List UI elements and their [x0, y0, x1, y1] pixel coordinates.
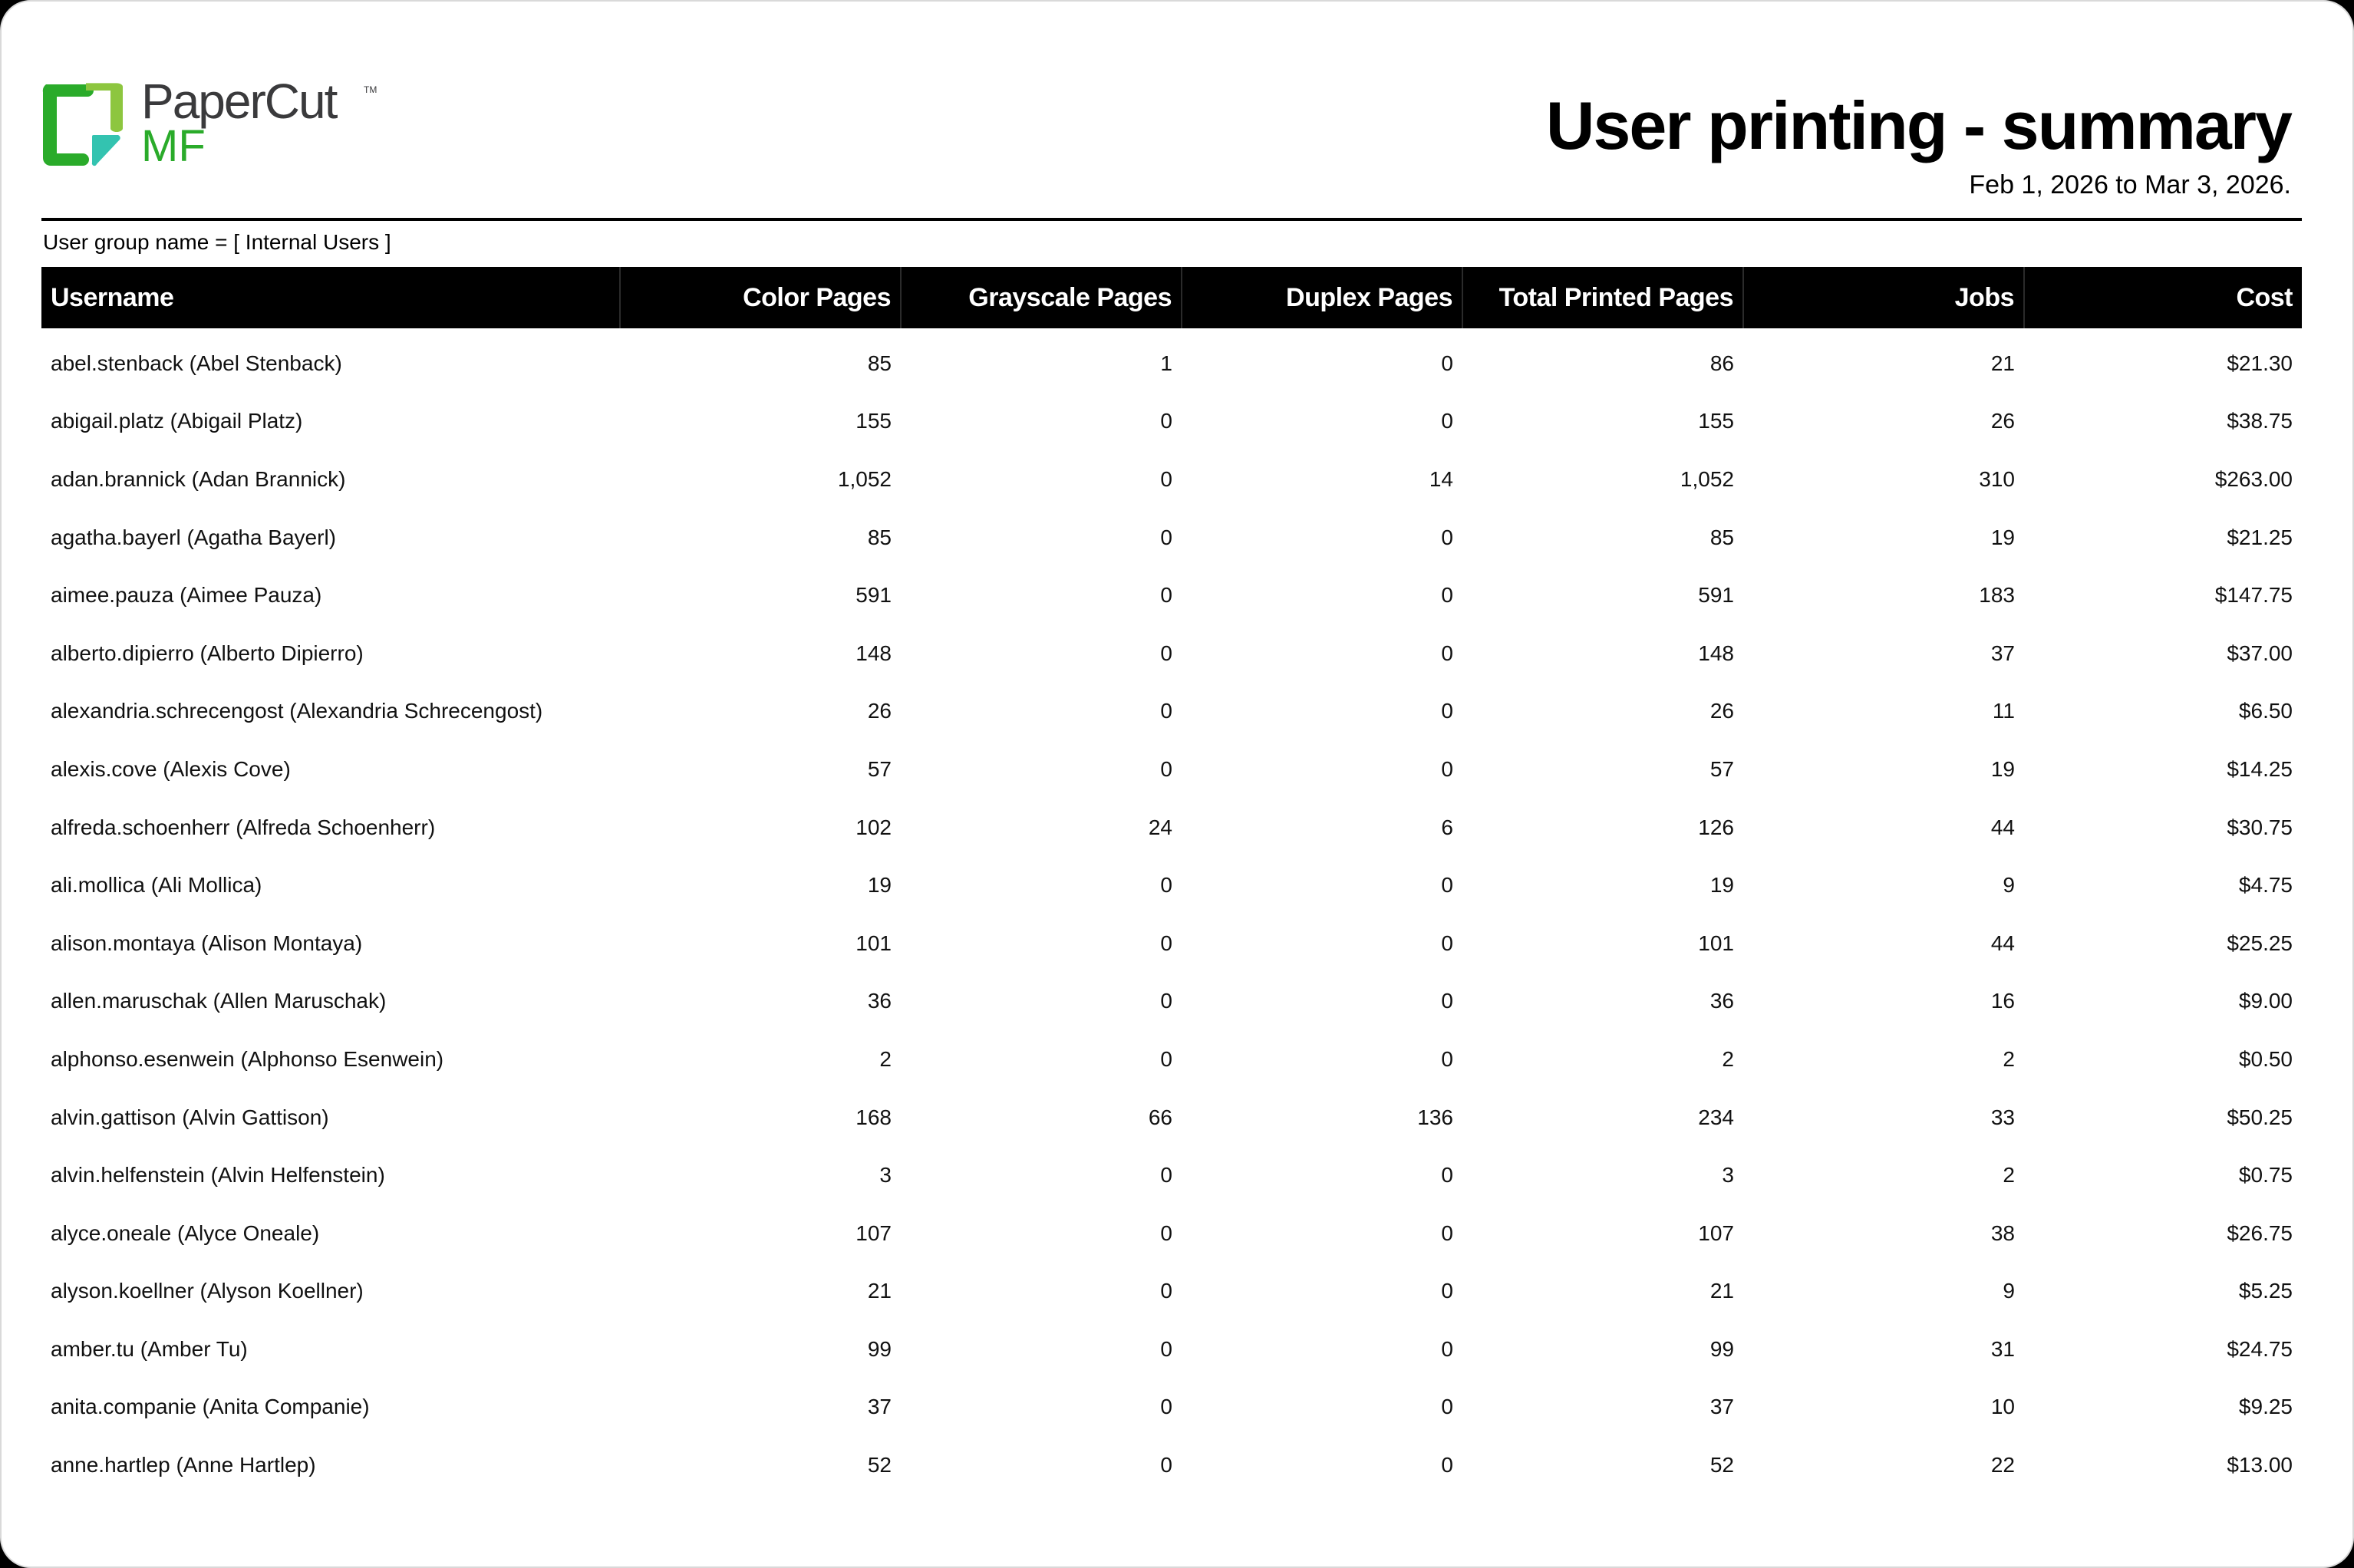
cell-grayscale-pages: 0: [1160, 873, 1172, 898]
cell-color-pages: 591: [856, 583, 892, 608]
papercut-logo: [40, 74, 377, 173]
cell-color-pages: 85: [867, 525, 892, 549]
cell-duplex-pages: 0: [1441, 1453, 1453, 1477]
papercut-logo-icon: [40, 81, 127, 169]
cell-username: abigail.platz (Abigail Platz): [51, 409, 303, 433]
cell-color-pages: 85: [867, 351, 892, 375]
cell-jobs: 2: [2003, 1046, 2015, 1071]
cell-jobs: 38: [1990, 1220, 2015, 1245]
table-row: [41, 328, 2302, 393]
cell-color-pages: 101: [856, 931, 892, 955]
cell-username: allen.maruschak (Allen Maruschak): [51, 989, 387, 1013]
cell-grayscale-pages: 0: [1160, 1336, 1172, 1361]
cell-total-printed-pages: 3: [1722, 1163, 1734, 1188]
cell-grayscale-pages: 0: [1160, 1279, 1172, 1303]
logo-trademark: TM: [364, 84, 377, 95]
cell-jobs: 10: [1990, 1395, 2015, 1419]
table-row: [41, 1436, 2302, 1494]
cell-total-printed-pages: 26: [1709, 699, 1734, 723]
column-header-username: Username: [41, 267, 620, 328]
cell-cost: $263.00: [2214, 466, 2293, 491]
report-title: User printing - summary: [1545, 87, 2291, 163]
cell-duplex-pages: 0: [1441, 989, 1453, 1013]
cell-username: aimee.pauza (Aimee Pauza): [51, 583, 322, 608]
cell-total-printed-pages: 591: [1698, 583, 1734, 608]
cell-color-pages: 26: [867, 699, 892, 723]
column-header-color-pages: Color Pages: [620, 267, 901, 328]
table-body: [41, 328, 2302, 1494]
cell-grayscale-pages: 0: [1160, 466, 1172, 491]
cell-jobs: 9: [2003, 873, 2015, 898]
report-date-range: Feb 1, 2026 to Mar 3, 2026.: [1969, 170, 2291, 199]
filter-description: User group name = [ Internal Users ]: [43, 230, 391, 254]
cell-duplex-pages: 0: [1441, 525, 1453, 549]
cell-color-pages: 2: [879, 1046, 892, 1071]
cell-total-printed-pages: 2: [1722, 1046, 1734, 1071]
cell-jobs: 19: [1990, 756, 2015, 781]
cell-total-printed-pages: 37: [1709, 1395, 1734, 1419]
cell-duplex-pages: 0: [1441, 409, 1453, 433]
cell-cost: $30.75: [2227, 815, 2293, 839]
cell-cost: $21.25: [2227, 525, 2293, 549]
cell-cost: $38.75: [2227, 409, 2293, 433]
cell-duplex-pages: 0: [1441, 583, 1453, 608]
table-row: [41, 1263, 2302, 1321]
cell-cost: $14.25: [2227, 756, 2293, 781]
cell-grayscale-pages: 0: [1160, 1395, 1172, 1419]
logo-product: MF: [141, 121, 206, 171]
cell-grayscale-pages: 0: [1160, 699, 1172, 723]
cell-cost: $147.75: [2214, 583, 2293, 608]
cell-grayscale-pages: 0: [1160, 756, 1172, 781]
cell-total-printed-pages: 99: [1709, 1336, 1734, 1361]
cell-username: adan.brannick (Adan Brannick): [51, 466, 346, 491]
column-header-total-printed-pages: Total Printed Pages: [1462, 267, 1743, 328]
cell-duplex-pages: 0: [1441, 931, 1453, 955]
cell-duplex-pages: 0: [1441, 351, 1453, 375]
cell-duplex-pages: 0: [1441, 699, 1453, 723]
cell-grayscale-pages: 0: [1160, 1046, 1172, 1071]
cell-color-pages: 102: [856, 815, 892, 839]
cell-grayscale-pages: 1: [1160, 351, 1172, 375]
cell-jobs: 21: [1990, 351, 2015, 375]
cell-cost: $9.00: [2238, 989, 2293, 1013]
cell-cost: $21.30: [2227, 351, 2293, 375]
cell-duplex-pages: 136: [1417, 1105, 1453, 1129]
cell-duplex-pages: 0: [1441, 1220, 1453, 1245]
cell-grayscale-pages: 0: [1160, 989, 1172, 1013]
cell-total-printed-pages: 57: [1709, 756, 1734, 781]
cell-username: alvin.helfenstein (Alvin Helfenstein): [51, 1163, 385, 1188]
cell-duplex-pages: 0: [1441, 873, 1453, 898]
cell-jobs: 9: [2003, 1279, 2015, 1303]
table-row: [41, 1089, 2302, 1147]
cell-color-pages: 155: [856, 409, 892, 433]
table-row: [41, 1146, 2302, 1204]
table-row: [41, 1030, 2302, 1089]
cell-grayscale-pages: 0: [1160, 409, 1172, 433]
cell-total-printed-pages: 148: [1698, 641, 1734, 665]
table-row: [41, 683, 2302, 741]
cell-grayscale-pages: 0: [1160, 583, 1172, 608]
cell-total-printed-pages: 52: [1709, 1453, 1734, 1477]
cell-grayscale-pages: 24: [1148, 815, 1172, 839]
cell-duplex-pages: 0: [1441, 756, 1453, 781]
cell-total-printed-pages: 36: [1709, 989, 1734, 1013]
header-divider: [41, 218, 2302, 221]
cell-username: alberto.dipierro (Alberto Dipierro): [51, 641, 364, 665]
table-row: [41, 914, 2302, 973]
cell-cost: $4.75: [2238, 873, 2293, 898]
cell-username: agatha.bayerl (Agatha Bayerl): [51, 525, 336, 549]
cell-username: amber.tu (Amber Tu): [51, 1336, 248, 1361]
cell-total-printed-pages: 85: [1709, 525, 1734, 549]
cell-grayscale-pages: 0: [1160, 525, 1172, 549]
cell-duplex-pages: 0: [1441, 1163, 1453, 1188]
cell-color-pages: 3: [879, 1163, 892, 1188]
table-row: [41, 509, 2302, 567]
cell-grayscale-pages: 0: [1160, 1220, 1172, 1245]
cell-color-pages: 99: [867, 1336, 892, 1361]
cell-total-printed-pages: 19: [1709, 873, 1734, 898]
cell-color-pages: 57: [867, 756, 892, 781]
cell-jobs: 26: [1990, 409, 2015, 433]
cell-username: ali.mollica (Ali Mollica): [51, 873, 262, 898]
cell-jobs: 2: [2003, 1163, 2015, 1188]
table-row: [41, 1379, 2302, 1437]
cell-username: alfreda.schoenherr (Alfreda Schoenherr): [51, 815, 436, 839]
cell-cost: $50.25: [2227, 1105, 2293, 1129]
logo-wordmark: PaperCut: [141, 74, 337, 129]
cell-color-pages: 148: [856, 641, 892, 665]
cell-total-printed-pages: 21: [1709, 1279, 1734, 1303]
cell-username: anne.hartlep (Anne Hartlep): [51, 1453, 316, 1477]
cell-jobs: 22: [1990, 1453, 2015, 1477]
table-row: [41, 856, 2302, 914]
cell-duplex-pages: 0: [1441, 1046, 1453, 1071]
cell-jobs: 44: [1990, 815, 2015, 839]
cell-username: alexandria.schrecengost (Alexandria Schrecengost): [51, 699, 543, 723]
cell-color-pages: 21: [867, 1279, 892, 1303]
table-header-row: [41, 267, 2302, 328]
cell-cost: $0.50: [2238, 1046, 2293, 1071]
cell-username: alphonso.esenwein (Alphonso Esenwein): [51, 1046, 444, 1071]
table-row: [41, 393, 2302, 451]
cell-total-printed-pages: 1,052: [1680, 466, 1734, 491]
cell-cost: $24.75: [2227, 1336, 2293, 1361]
cell-color-pages: 168: [856, 1105, 892, 1129]
cell-grayscale-pages: 66: [1148, 1105, 1172, 1129]
table-row: [41, 973, 2302, 1031]
column-header-cost: Cost: [2024, 267, 2302, 328]
cell-cost: $26.75: [2227, 1220, 2293, 1245]
cell-jobs: 19: [1990, 525, 2015, 549]
cell-total-printed-pages: 234: [1698, 1105, 1734, 1129]
column-header-jobs: Jobs: [1743, 267, 2024, 328]
cell-color-pages: 19: [867, 873, 892, 898]
cell-duplex-pages: 14: [1429, 466, 1453, 491]
column-header-grayscale-pages: Grayscale Pages: [901, 267, 1182, 328]
cell-duplex-pages: 6: [1441, 815, 1453, 839]
cell-total-printed-pages: 126: [1698, 815, 1734, 839]
cell-color-pages: 52: [867, 1453, 892, 1477]
cell-duplex-pages: 0: [1441, 1395, 1453, 1419]
cell-cost: $25.25: [2227, 931, 2293, 955]
cell-color-pages: 107: [856, 1220, 892, 1245]
cell-username: alyce.oneale (Alyce Oneale): [51, 1220, 320, 1245]
cell-cost: $5.25: [2238, 1279, 2293, 1303]
cell-username: alvin.gattison (Alvin Gattison): [51, 1105, 329, 1129]
cell-jobs: 11: [1992, 699, 2015, 723]
user-printing-table: [41, 267, 2302, 1494]
cell-username: alison.montaya (Alison Montaya): [51, 931, 363, 955]
cell-total-printed-pages: 107: [1698, 1220, 1734, 1245]
cell-cost: $0.75: [2238, 1163, 2293, 1188]
cell-color-pages: 36: [867, 989, 892, 1013]
cell-username: anita.companie (Anita Companie): [51, 1395, 370, 1419]
cell-username: abel.stenback (Abel Stenback): [51, 351, 342, 375]
cell-color-pages: 37: [867, 1395, 892, 1419]
cell-cost: $6.50: [2238, 699, 2293, 723]
cell-total-printed-pages: 155: [1698, 409, 1734, 433]
table-row: [41, 1204, 2302, 1263]
table-row: [41, 450, 2302, 509]
cell-jobs: 33: [1990, 1105, 2015, 1129]
cell-duplex-pages: 0: [1441, 1336, 1453, 1361]
table-row: [41, 566, 2302, 624]
cell-jobs: 183: [1979, 583, 2015, 608]
cell-cost: $13.00: [2227, 1453, 2293, 1477]
cell-grayscale-pages: 0: [1160, 1453, 1172, 1477]
cell-jobs: 310: [1979, 466, 2015, 491]
cell-jobs: 31: [1990, 1336, 2015, 1361]
cell-duplex-pages: 0: [1441, 641, 1453, 665]
column-header-duplex-pages: Duplex Pages: [1182, 267, 1462, 328]
cell-grayscale-pages: 0: [1160, 931, 1172, 955]
table-row: [41, 1320, 2302, 1379]
table-row: [41, 799, 2302, 857]
cell-color-pages: 1,052: [837, 466, 892, 491]
cell-username: alexis.cove (Alexis Cove): [51, 756, 291, 781]
table-row: [41, 624, 2302, 683]
cell-cost: $9.25: [2238, 1395, 2293, 1419]
cell-duplex-pages: 0: [1441, 1279, 1453, 1303]
cell-grayscale-pages: 0: [1160, 641, 1172, 665]
cell-grayscale-pages: 0: [1160, 1163, 1172, 1188]
cell-username: alyson.koellner (Alyson Koellner): [51, 1279, 364, 1303]
cell-total-printed-pages: 86: [1709, 351, 1734, 375]
cell-jobs: 44: [1990, 931, 2015, 955]
cell-jobs: 37: [1990, 641, 2015, 665]
cell-total-printed-pages: 101: [1698, 931, 1734, 955]
table-row: [41, 740, 2302, 799]
cell-cost: $37.00: [2227, 641, 2293, 665]
cell-jobs: 16: [1990, 989, 2015, 1013]
